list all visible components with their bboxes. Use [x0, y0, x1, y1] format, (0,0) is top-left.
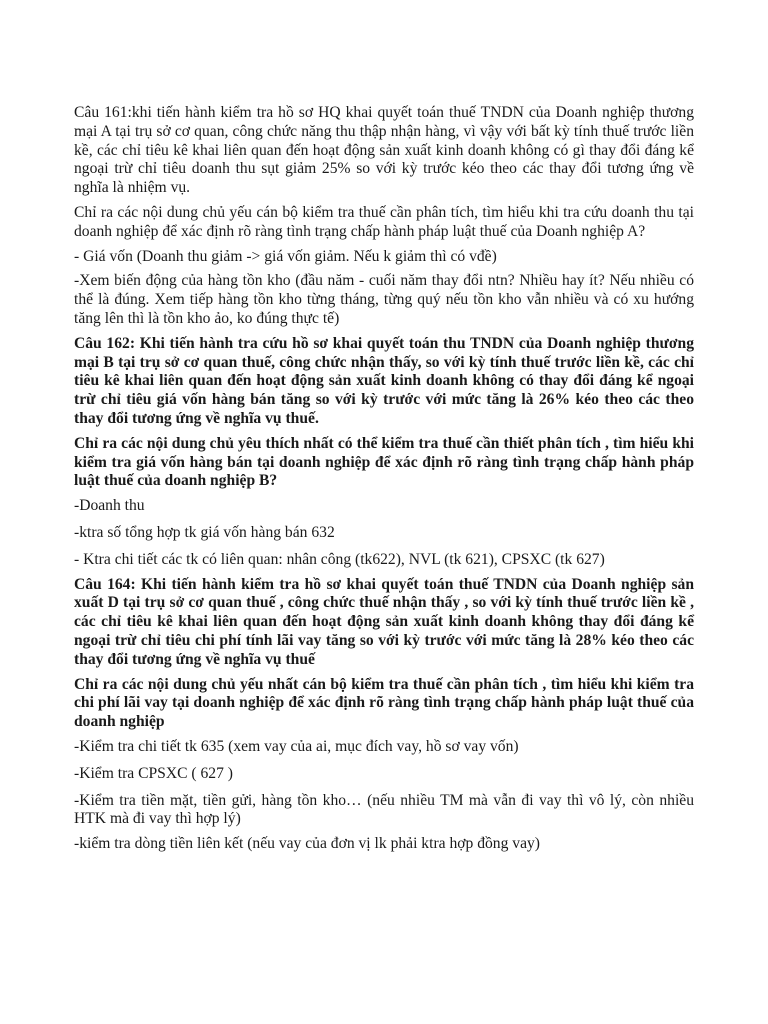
answer-161-item-2: -Xem biến động của hàng tồn kho (đầu năm - cuối năm thay đổi ntn? Nhiều hay ít? Nếu nhiều có thể là đúng. Xem tiếp hàng tồn kho từng tháng, từng quý nếu tồn kho vẫn nhiều và có xu hướng tăng lên thì là tồn kho ảo, ko đúng thực tế)	[74, 272, 694, 327]
answer-162-item-3: - Ktra chi tiết các tk có liên quan: nhân công (tk622), NVL (tk 621), CPSXC (tk 627)	[74, 550, 605, 568]
question-161-prompt-paragraph: Chỉ ra các nội dung chủ yếu cán bộ kiểm tra thuế cần phân tích, tìm hiểu khi tra cứu doanh thu tại doanh nghiệp để xác định rõ ràng tình trạng chấp hành pháp luật thuế của Doanh nghiệp A?	[74, 203, 694, 240]
question-162-prompt-paragraph: Chỉ ra các nội dung chủ yêu thích nhất có thể kiểm tra thuế cần thiết phân tích , tìm hiểu khi kiểm tra giá vốn hàng bán tại doanh nghiệp để xác định rõ ràng tình trạng chấp hành pháp luật thuế của doanh nghiệp B?	[74, 434, 694, 490]
answer-162-item-1: -Doanh thu	[74, 497, 145, 515]
question-162-paragraph: Câu 162: Khi tiến hành tra cứu hồ sơ khai quyết toán thu TNDN của Doanh nghiệp thương mại B tại trụ sở cơ quan thuế, công chức nhận thấy, so với kỳ tính thuế trước liền kề, các chỉ tiêu kê khai liên quan đến hoạt động sản xuất kinh doanh không có thay đổi đáng kể ngoại trừ chỉ tiêu giá vốn hàng bán tăng so với kỳ trước với mức tăng là 26% kéo theo các theo thay đổi tương ứng về nghĩa vụ thuế.	[74, 334, 694, 427]
answer-164-item-1: -Kiểm tra chi tiết tk 635 (xem vay của ai, mục đích vay, hồ sơ vay vốn)	[74, 737, 519, 755]
question-164-paragraph: Câu 164: Khi tiến hành kiểm tra hồ sơ khai quyết toán thuế TNDN của Doanh nghiệp sản xuất D tại trụ sở cơ quan thuế , công chức thuế nhận thấy , so với kỳ tính thuế trước liền kề , các chỉ tiêu kê khai liên quan đến hoạt động sản xuất kinh doanh không thay đổi đáng kể ngoại trừ chỉ tiêu chi phí tính lãi vay tăng so với kỳ trước với mức tăng là 28% kéo theo các thay đổi tương ứng về nghĩa vụ thuế	[74, 575, 694, 668]
question-161-paragraph: Câu 161:khi tiến hành kiểm tra hồ sơ HQ khai quyết toán thuế TNDN của Doanh nghiệp thương mại A tại trụ sở cơ quan, công chức năng thu thập nhận hàng, vì vậy với bất kỳ tính thuế trước liền kề, các chỉ tiêu kê khai liên quan đến hoạt động sản xuất kinh doanh không có gì thay đổi đáng kể ngoại trừ chỉ tiêu doanh thu sụt giảm 25% so với kỳ trước kéo theo các thay đổi tương ứng về nghĩa là nhiệm vụ.	[74, 104, 694, 197]
answer-164-item-3: -Kiểm tra tiền mặt, tiền gửi, hàng tồn kho… (nếu nhiều TM mà vẫn đi vay thì vô lý, còn nhiều HTK mà đi vay thì hợp lý)	[74, 791, 694, 828]
answer-162-item-2: -ktra số tổng hợp tk giá vốn hàng bán 632	[74, 523, 335, 541]
answer-161-item-1: - Giá vốn (Doanh thu giảm -> giá vốn giảm. Nếu k giảm thì có vđề)	[74, 247, 497, 265]
document-page	[74, 104, 694, 860]
answer-164-item-2: -Kiểm tra CPSXC ( 627 )	[74, 764, 233, 782]
question-164-prompt-paragraph: Chỉ ra các nội dung chủ yếu nhất cán bộ kiểm tra thuế cần phân tích , tìm hiểu khi kiểm tra chi phí lãi vay tại doanh nghiệp để xác định rõ ràng tình trạng chấp hành pháp luật thuế của doanh nghiệp	[74, 675, 694, 731]
answer-164-item-4: -kiểm tra dòng tiền liên kết (nếu vay của đơn vị lk phải ktra hợp đồng vay)	[74, 835, 540, 853]
